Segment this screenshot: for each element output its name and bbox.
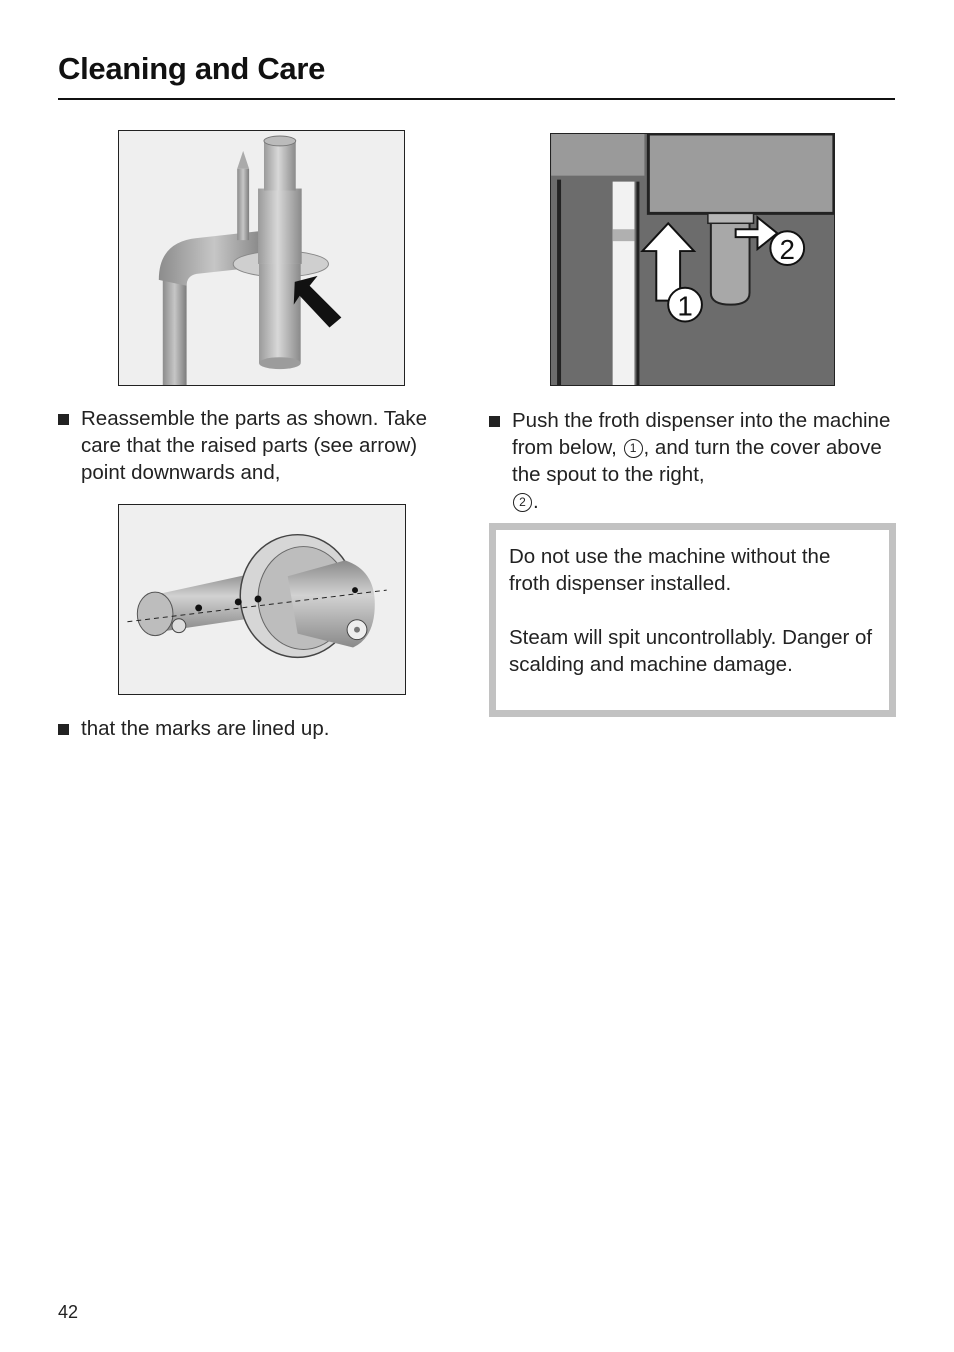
circled-two-icon: 2 (513, 493, 532, 512)
step-push-part-b: , and turn the cover above the spout to the right, (512, 436, 882, 486)
figure-insert-dispenser (550, 133, 835, 386)
title-rule (58, 98, 895, 100)
step-push-part-c: . (533, 490, 539, 513)
insert-dispenser-illustration (551, 134, 834, 385)
page-title: Cleaning and Care (58, 51, 326, 86)
figure-aligned-marks (118, 504, 406, 695)
step-push-part-a: Push the froth dispenser into the machine from below, (512, 409, 891, 459)
callout-one: 1 (677, 290, 693, 322)
aligned-marks-illustration (119, 505, 405, 694)
page-number: 42 (58, 1302, 79, 1322)
bullet-square-icon (58, 414, 69, 425)
step-push-text (512, 407, 899, 515)
dispenser-illustration (119, 131, 404, 385)
warning-line-2: Steam will spit uncontrollably. Danger of scalding and machine damage. (509, 626, 873, 676)
bullet-square-icon (58, 724, 69, 735)
callout-two: 2 (779, 234, 795, 266)
step-marks-text: that the marks are lined up. (81, 717, 330, 740)
warning-line-1: Do not use the machine without the froth dispenser installed. (509, 545, 831, 595)
warning-box (489, 523, 896, 717)
bullet-square-icon (489, 416, 500, 427)
circled-one-icon: 1 (624, 439, 643, 458)
figure-reassembled-parts (118, 130, 405, 386)
step-reassemble-text: Reassemble the parts as shown. Take care that the raised parts (see arrow) point downwards and, (81, 407, 428, 484)
